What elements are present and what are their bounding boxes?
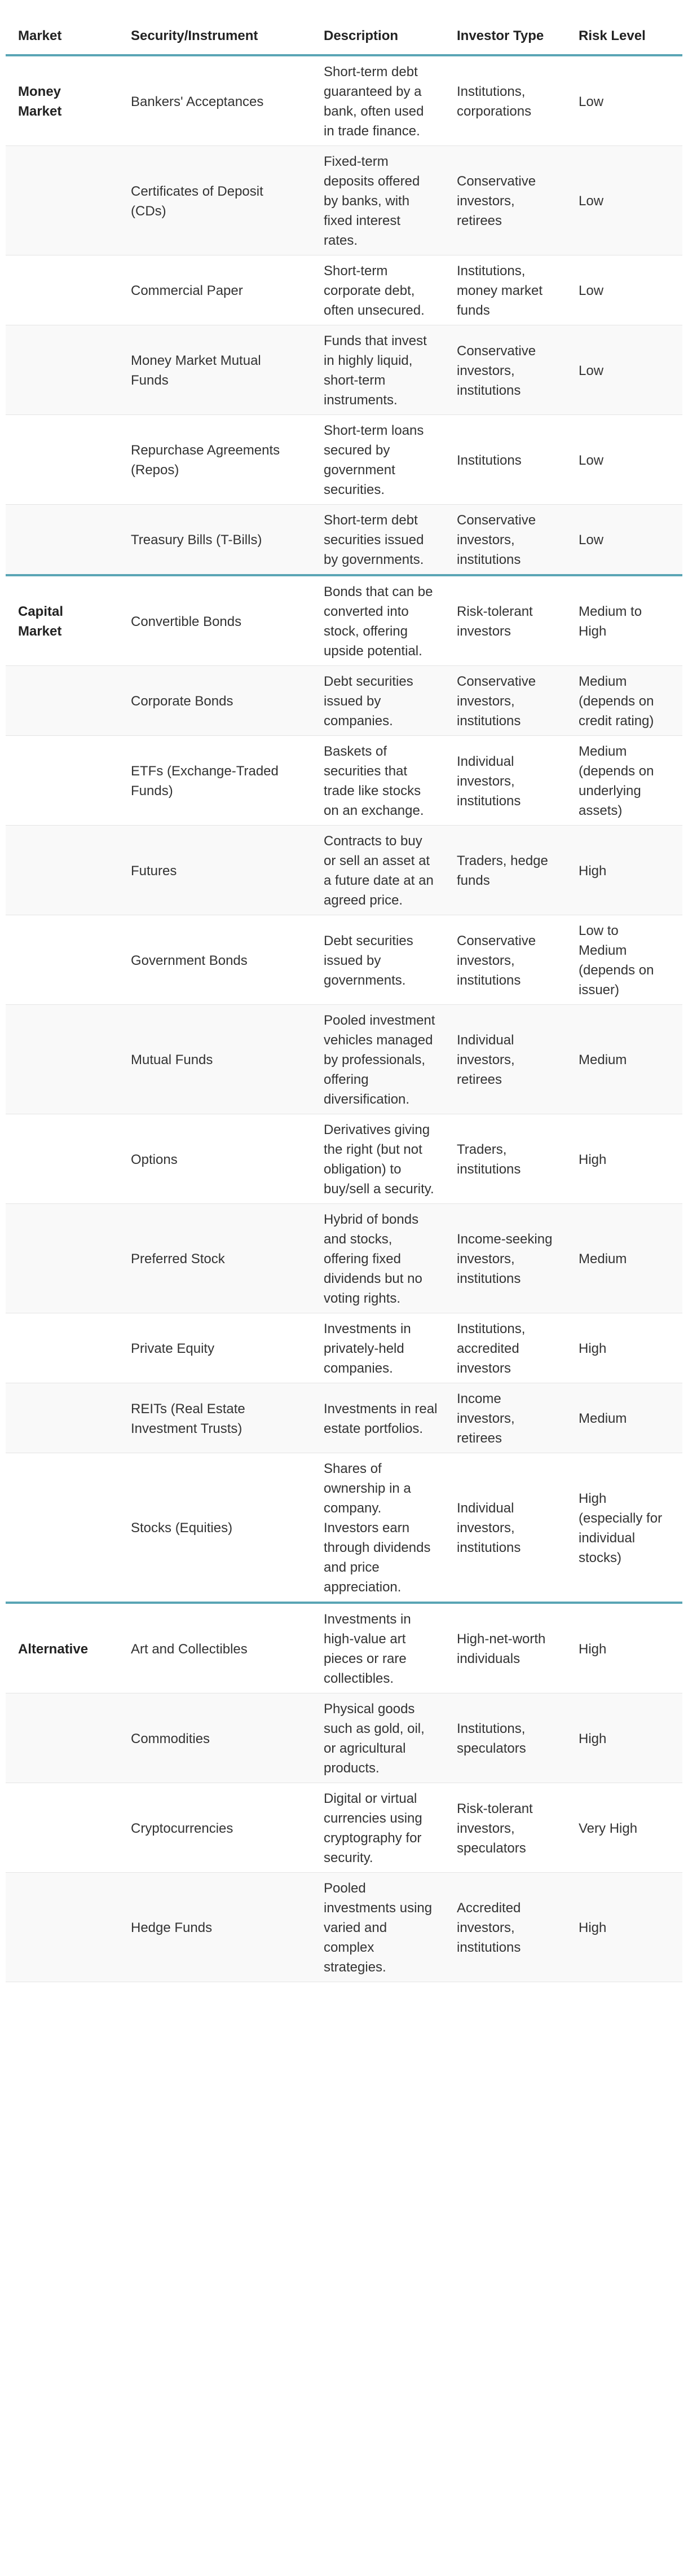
market-cell bbox=[6, 1204, 118, 1313]
table-row bbox=[6, 1603, 682, 1693]
description-cell: Investments in real estate portfolios. bbox=[311, 1383, 444, 1453]
investor-type-cell: Conservative investors, institutions bbox=[444, 325, 566, 415]
table-row bbox=[6, 505, 682, 576]
market-cell: Money Market bbox=[6, 55, 118, 146]
security-cell: Cryptocurrencies bbox=[118, 1783, 311, 1873]
risk-level-cell: Low bbox=[566, 255, 682, 325]
description-cell: Short-term loans secured by government securities. bbox=[311, 415, 444, 505]
header-risk-level: Risk Level bbox=[566, 15, 682, 55]
table-row bbox=[6, 415, 682, 505]
investor-type-cell: Traders, hedge funds bbox=[444, 826, 566, 915]
table-row bbox=[6, 666, 682, 736]
description-cell: Contracts to buy or sell an asset at a future date at an agreed price. bbox=[311, 826, 444, 915]
market-cell bbox=[6, 1114, 118, 1204]
description-cell: Investments in privately-held companies. bbox=[311, 1313, 444, 1383]
investor-type-cell: Individual investors, retirees bbox=[444, 1005, 566, 1114]
market-cell bbox=[6, 255, 118, 325]
security-cell: Commodities bbox=[118, 1693, 311, 1783]
investor-type-cell: Accredited investors, institutions bbox=[444, 1873, 566, 1982]
investor-type-cell: High-net-worth individuals bbox=[444, 1603, 566, 1693]
risk-level-cell: Low to Medium (depends on issuer) bbox=[566, 915, 682, 1005]
description-cell: Derivatives giving the right (but not obligation) to buy/sell a security. bbox=[311, 1114, 444, 1204]
investor-type-cell: Conservative investors, institutions bbox=[444, 915, 566, 1005]
market-cell bbox=[6, 1005, 118, 1114]
description-cell: Funds that invest in highly liquid, short-term instruments. bbox=[311, 325, 444, 415]
investor-type-cell: Risk-tolerant investors bbox=[444, 575, 566, 666]
description-cell: Digital or virtual currencies using cryptography for security. bbox=[311, 1783, 444, 1873]
securities-table bbox=[6, 15, 682, 1982]
description-cell: Pooled investments using varied and complex strategies. bbox=[311, 1873, 444, 1982]
risk-level-cell: Medium (depends on underlying assets) bbox=[566, 736, 682, 826]
description-cell: Shares of ownership in a company. Investors earn through dividends and price appreciation. bbox=[311, 1453, 444, 1603]
description-cell: Debt securities issued by companies. bbox=[311, 666, 444, 736]
investor-type-cell: Risk-tolerant investors, speculators bbox=[444, 1783, 566, 1873]
risk-level-cell: High bbox=[566, 1693, 682, 1783]
table-row bbox=[6, 826, 682, 915]
risk-level-cell: High bbox=[566, 1603, 682, 1693]
market-cell bbox=[6, 1873, 118, 1982]
security-cell: Hedge Funds bbox=[118, 1873, 311, 1982]
market-cell bbox=[6, 415, 118, 505]
risk-level-cell: Medium bbox=[566, 1005, 682, 1114]
security-cell: ETFs (Exchange-Traded Funds) bbox=[118, 736, 311, 826]
description-cell: Physical goods such as gold, oil, or agricultural products. bbox=[311, 1693, 444, 1783]
investor-type-cell: Individual investors, institutions bbox=[444, 1453, 566, 1603]
table-row bbox=[6, 736, 682, 826]
description-cell: Baskets of securities that trade like stocks on an exchange. bbox=[311, 736, 444, 826]
security-cell: Treasury Bills (T-Bills) bbox=[118, 505, 311, 576]
security-cell: Private Equity bbox=[118, 1313, 311, 1383]
risk-level-cell: Medium bbox=[566, 1204, 682, 1313]
header-market: Market bbox=[6, 15, 118, 55]
risk-level-cell: High bbox=[566, 1873, 682, 1982]
investor-type-cell: Individual investors, institutions bbox=[444, 736, 566, 826]
table-row bbox=[6, 255, 682, 325]
table-row bbox=[6, 146, 682, 255]
security-cell: Money Market Mutual Funds bbox=[118, 325, 311, 415]
risk-level-cell: Medium bbox=[566, 1383, 682, 1453]
description-cell: Fixed-term deposits offered by banks, with fixed interest rates. bbox=[311, 146, 444, 255]
risk-level-cell: Low bbox=[566, 415, 682, 505]
risk-level-cell: Low bbox=[566, 146, 682, 255]
description-cell: Short-term debt securities issued by governments. bbox=[311, 505, 444, 576]
table-row bbox=[6, 325, 682, 415]
header-investor-type: Investor Type bbox=[444, 15, 566, 55]
security-cell: Corporate Bonds bbox=[118, 666, 311, 736]
security-cell: Art and Collectibles bbox=[118, 1603, 311, 1693]
description-cell: Pooled investment vehicles managed by professionals, offering diversification. bbox=[311, 1005, 444, 1114]
risk-level-cell: High bbox=[566, 1114, 682, 1204]
investor-type-cell: Conservative investors, institutions bbox=[444, 505, 566, 576]
risk-level-cell: Low bbox=[566, 505, 682, 576]
table-row bbox=[6, 1114, 682, 1204]
security-cell: Commercial Paper bbox=[118, 255, 311, 325]
market-cell bbox=[6, 505, 118, 576]
table-row bbox=[6, 1873, 682, 1982]
risk-level-cell: High bbox=[566, 826, 682, 915]
market-cell bbox=[6, 1783, 118, 1873]
security-cell: Certificates of Deposit (CDs) bbox=[118, 146, 311, 255]
table-row bbox=[6, 1693, 682, 1783]
security-cell: Mutual Funds bbox=[118, 1005, 311, 1114]
risk-level-cell: Very High bbox=[566, 1783, 682, 1873]
risk-level-cell: Low bbox=[566, 55, 682, 146]
description-cell: Short-term corporate debt, often unsecured. bbox=[311, 255, 444, 325]
risk-level-cell: Medium (depends on credit rating) bbox=[566, 666, 682, 736]
investor-type-cell: Institutions bbox=[444, 415, 566, 505]
market-cell bbox=[6, 1693, 118, 1783]
security-cell: Options bbox=[118, 1114, 311, 1204]
investor-type-cell: Institutions, corporations bbox=[444, 55, 566, 146]
security-cell: REITs (Real Estate Investment Trusts) bbox=[118, 1383, 311, 1453]
investor-type-cell: Traders, institutions bbox=[444, 1114, 566, 1204]
market-cell bbox=[6, 736, 118, 826]
header-description: Description bbox=[311, 15, 444, 55]
table-row bbox=[6, 55, 682, 146]
security-cell: Repurchase Agreements (Repos) bbox=[118, 415, 311, 505]
description-cell: Bonds that can be converted into stock, offering upside potential. bbox=[311, 575, 444, 666]
security-cell: Convertible Bonds bbox=[118, 575, 311, 666]
market-cell bbox=[6, 325, 118, 415]
description-cell: Hybrid of bonds and stocks, offering fixed dividends but no voting rights. bbox=[311, 1204, 444, 1313]
table-row bbox=[6, 1313, 682, 1383]
table-row bbox=[6, 575, 682, 666]
market-cell bbox=[6, 826, 118, 915]
market-cell bbox=[6, 666, 118, 736]
investor-type-cell: Institutions, accredited investors bbox=[444, 1313, 566, 1383]
description-cell: Investments in high-value art pieces or rare collectibles. bbox=[311, 1603, 444, 1693]
investor-type-cell: Income investors, retirees bbox=[444, 1383, 566, 1453]
table-row bbox=[6, 915, 682, 1005]
description-cell: Debt securities issued by governments. bbox=[311, 915, 444, 1005]
header-row bbox=[6, 15, 682, 55]
table-row bbox=[6, 1453, 682, 1603]
risk-level-cell: Medium to High bbox=[566, 575, 682, 666]
risk-level-cell: High (especially for individual stocks) bbox=[566, 1453, 682, 1603]
investor-type-cell: Institutions, money market funds bbox=[444, 255, 566, 325]
market-cell bbox=[6, 1313, 118, 1383]
market-cell bbox=[6, 1383, 118, 1453]
market-cell bbox=[6, 1453, 118, 1603]
header-security: Security/Instrument bbox=[118, 15, 311, 55]
investor-type-cell: Conservative investors, institutions bbox=[444, 666, 566, 736]
investor-type-cell: Income-seeking investors, institutions bbox=[444, 1204, 566, 1313]
table-row bbox=[6, 1005, 682, 1114]
table-row bbox=[6, 1204, 682, 1313]
security-cell: Stocks (Equities) bbox=[118, 1453, 311, 1603]
risk-level-cell: High bbox=[566, 1313, 682, 1383]
table-row bbox=[6, 1783, 682, 1873]
table-row bbox=[6, 1383, 682, 1453]
market-cell bbox=[6, 915, 118, 1005]
description-cell: Short-term debt guaranteed by a bank, often used in trade finance. bbox=[311, 55, 444, 146]
security-cell: Bankers' Acceptances bbox=[118, 55, 311, 146]
risk-level-cell: Low bbox=[566, 325, 682, 415]
market-cell: Alternative bbox=[6, 1603, 118, 1693]
market-cell bbox=[6, 146, 118, 255]
security-cell: Futures bbox=[118, 826, 311, 915]
security-cell: Government Bonds bbox=[118, 915, 311, 1005]
security-cell: Preferred Stock bbox=[118, 1204, 311, 1313]
market-cell: Capital Market bbox=[6, 575, 118, 666]
investor-type-cell: Conservative investors, retirees bbox=[444, 146, 566, 255]
investor-type-cell: Institutions, speculators bbox=[444, 1693, 566, 1783]
